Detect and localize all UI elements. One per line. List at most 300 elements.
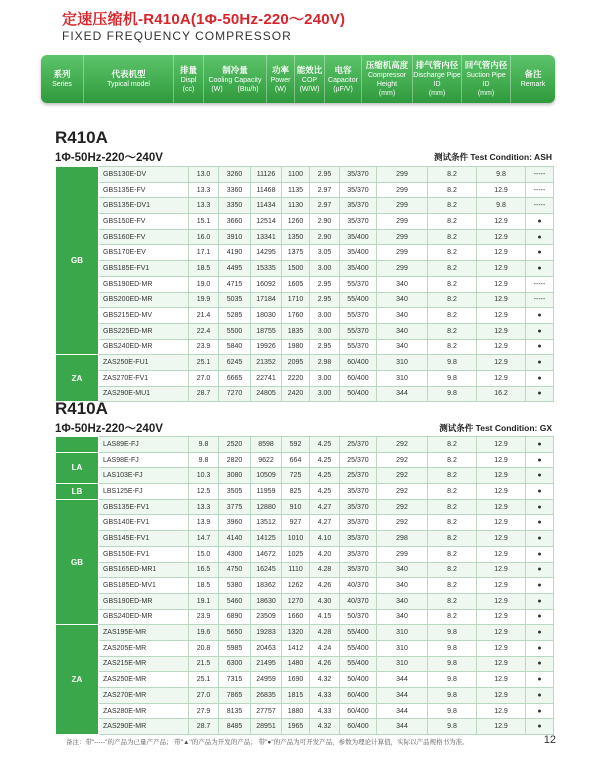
cell-height: 299 <box>377 198 428 214</box>
cell-model: GBS185E-FV1 <box>99 261 189 277</box>
table-row <box>56 323 554 339</box>
section-2-table <box>55 436 554 735</box>
cell-cooling-w: 5985 <box>219 640 251 656</box>
section-2-condition: 测试条件 Test Condition: GX <box>439 423 552 433</box>
cell-cop: 4.30 <box>310 593 340 609</box>
cell-height: 299 <box>377 182 428 198</box>
cell-power: 927 <box>282 515 310 531</box>
cell-cooling-btu: 28951 <box>251 719 282 735</box>
cell-height: 340 <box>377 276 428 292</box>
series-label: LA <box>56 452 99 483</box>
cell-remark: ● <box>526 499 554 515</box>
cell-height: 344 <box>377 688 428 704</box>
col-cooling-unit-w: (W) <box>211 85 223 93</box>
cell-power: 1835 <box>282 323 310 339</box>
cell-cooling-w: 3660 <box>219 214 251 230</box>
cell-capacitor: 60/400 <box>340 703 377 719</box>
cell-height: 344 <box>377 672 428 688</box>
col-suction-cn: 回气管内径 <box>464 60 508 70</box>
cell-cooling-w: 5500 <box>219 323 251 339</box>
cell-height: 310 <box>377 656 428 672</box>
cell-cooling-w: 8135 <box>219 703 251 719</box>
cell-model: GBS240ED-MR <box>99 339 189 355</box>
cell-power: 1135 <box>282 182 310 198</box>
cell-cooling-w: 3960 <box>219 515 251 531</box>
col-displ-unit: (cc) <box>182 85 195 93</box>
cell-height: 299 <box>377 229 428 245</box>
cell-remark: ● <box>526 386 554 402</box>
cell-height: 298 <box>377 531 428 547</box>
cell-cooling-w: 6245 <box>219 355 251 371</box>
cell-remark: ----- <box>526 276 554 292</box>
col-remark-cn: 备注 <box>524 69 542 79</box>
cell-displ: 12.5 <box>189 484 219 500</box>
cell-capacitor: 50/400 <box>340 386 377 402</box>
cell-discharge-id: 9.8 <box>428 625 477 641</box>
cell-remark: ● <box>526 323 554 339</box>
series-label: GB <box>56 167 99 355</box>
cell-model: GBS190ED-MR <box>99 593 189 609</box>
cell-suction-id: 12.9 <box>477 578 526 594</box>
table-row <box>56 640 554 656</box>
col-capacitor-en: Capacitor <box>328 76 358 84</box>
cell-cooling-w: 4750 <box>219 562 251 578</box>
cell-displ: 9.8 <box>189 437 219 453</box>
cell-model: GBS225ED-MR <box>99 323 189 339</box>
cell-cop: 4.33 <box>310 703 340 719</box>
cell-model: ZAS270E-FV1 <box>99 370 189 386</box>
cell-remark: ● <box>526 355 554 371</box>
cell-model: GBS145E-FV1 <box>99 531 189 547</box>
cell-remark: ● <box>526 609 554 625</box>
table-row <box>56 562 554 578</box>
cell-remark: ● <box>526 484 554 500</box>
cell-cooling-w: 3775 <box>219 499 251 515</box>
series-label <box>56 437 99 453</box>
cell-cop: 4.27 <box>310 499 340 515</box>
table-row <box>56 229 554 245</box>
cell-suction-id: 12.9 <box>477 245 526 261</box>
cell-cop: 4.27 <box>310 515 340 531</box>
cell-power: 1100 <box>282 167 310 183</box>
cell-cooling-btu: 21352 <box>251 355 282 371</box>
cell-power: 1262 <box>282 578 310 594</box>
cell-discharge-id: 9.8 <box>428 719 477 735</box>
cell-height: 299 <box>377 245 428 261</box>
cell-discharge-id: 8.2 <box>428 437 477 453</box>
cell-suction-id: 12.9 <box>477 531 526 547</box>
cell-discharge-id: 8.2 <box>428 323 477 339</box>
cell-discharge-id: 8.2 <box>428 515 477 531</box>
section-1-subtitle: 1Φ-50Hz-220～240V <box>55 152 163 164</box>
cell-cooling-w: 6890 <box>219 609 251 625</box>
cell-capacitor: 55/370 <box>340 323 377 339</box>
cell-cop: 4.24 <box>310 640 340 656</box>
cell-height: 292 <box>377 437 428 453</box>
cell-displ: 25.1 <box>189 355 219 371</box>
cell-capacitor: 55/370 <box>340 276 377 292</box>
cell-cop: 4.15 <box>310 609 340 625</box>
cell-cooling-btu: 8598 <box>251 437 282 453</box>
cell-suction-id: 12.9 <box>477 292 526 308</box>
table-row <box>56 339 554 355</box>
cell-discharge-id: 9.8 <box>428 656 477 672</box>
cell-cooling-btu: 26835 <box>251 688 282 704</box>
cell-height: 340 <box>377 593 428 609</box>
cell-cop: 2.95 <box>310 167 340 183</box>
cell-capacitor: 35/400 <box>340 261 377 277</box>
col-discharge-unit: (mm) <box>428 90 446 97</box>
cell-cooling-btu: 19283 <box>251 625 282 641</box>
cell-remark: ● <box>526 719 554 735</box>
cell-displ: 15.0 <box>189 546 219 562</box>
cell-cop: 2.95 <box>310 292 340 308</box>
series-label: ZA <box>56 625 99 735</box>
cell-suction-id: 9.8 <box>477 167 526 183</box>
cell-power: 1375 <box>282 245 310 261</box>
cell-height: 340 <box>377 308 428 324</box>
table-row <box>56 703 554 719</box>
cell-discharge-id: 9.8 <box>428 370 477 386</box>
series-label: GB <box>56 499 99 625</box>
cell-displ: 13.3 <box>189 198 219 214</box>
cell-remark: ● <box>526 229 554 245</box>
cell-cop: 4.25 <box>310 484 340 500</box>
cell-remark: ● <box>526 625 554 641</box>
cell-cooling-w: 7865 <box>219 688 251 704</box>
cell-height: 310 <box>377 370 428 386</box>
cell-discharge-id: 9.8 <box>428 386 477 402</box>
cell-model: GBS160E-FV <box>99 229 189 245</box>
cell-displ: 13.3 <box>189 182 219 198</box>
table-row <box>56 167 554 183</box>
col-capacitor-unit: (µF/V) <box>333 85 353 93</box>
col-cooling-cn: 制冷量 <box>222 64 248 75</box>
cell-discharge-id: 8.2 <box>428 531 477 547</box>
cell-model: GBS200ED-MR <box>99 292 189 308</box>
cell-cop: 2.95 <box>310 339 340 355</box>
col-series-en: Series <box>52 81 72 88</box>
cell-displ: 27.9 <box>189 703 219 719</box>
cell-capacitor: 25/370 <box>340 437 377 453</box>
cell-model: GBS150E-FV <box>99 214 189 230</box>
cell-cooling-w: 5460 <box>219 593 251 609</box>
cell-discharge-id: 8.2 <box>428 499 477 515</box>
page-title-cn: 定速压缩机-R410A(1Φ-50Hz-220～240V) <box>62 11 346 28</box>
cell-cooling-w: 5035 <box>219 292 251 308</box>
table-row <box>56 546 554 562</box>
cell-cooling-w: 2820 <box>219 452 251 468</box>
col-model-cn: 代表机型 <box>111 69 146 79</box>
cell-suction-id: 12.9 <box>477 452 526 468</box>
cell-cooling-btu: 11959 <box>251 484 282 500</box>
cell-cop: 4.25 <box>310 437 340 453</box>
cell-cooling-btu: 24959 <box>251 672 282 688</box>
cell-suction-id: 12.9 <box>477 593 526 609</box>
col-displ-en: Displ <box>180 76 197 84</box>
cell-capacitor: 35/370 <box>340 484 377 500</box>
cell-displ: 21.4 <box>189 308 219 324</box>
cell-cooling-btu: 11468 <box>251 182 282 198</box>
cell-height: 292 <box>377 515 428 531</box>
cell-cop: 4.26 <box>310 656 340 672</box>
cell-height: 340 <box>377 292 428 308</box>
page-title-en: FIXED FREQUENCY COMPRESSOR <box>62 29 292 43</box>
cell-cooling-btu: 11434 <box>251 198 282 214</box>
cell-cooling-btu: 17184 <box>251 292 282 308</box>
cell-discharge-id: 9.8 <box>428 672 477 688</box>
cell-capacitor: 25/370 <box>340 468 377 484</box>
col-discharge <box>413 55 462 103</box>
cell-cooling-w: 2520 <box>219 437 251 453</box>
cell-capacitor: 35/400 <box>340 245 377 261</box>
cell-remark: ● <box>526 578 554 594</box>
cell-power: 725 <box>282 468 310 484</box>
cell-height: 340 <box>377 323 428 339</box>
cell-capacitor: 60/400 <box>340 688 377 704</box>
cell-power: 1760 <box>282 308 310 324</box>
cell-suction-id: 12.9 <box>477 370 526 386</box>
cell-power: 1965 <box>282 719 310 735</box>
cell-remark: ● <box>526 308 554 324</box>
cell-model: ZAS290E-MR <box>99 719 189 735</box>
col-model <box>84 55 174 103</box>
cell-displ: 13.9 <box>189 515 219 531</box>
cell-cooling-btu: 23509 <box>251 609 282 625</box>
cell-model: GBS135E-FV1 <box>99 499 189 515</box>
col-cop-en: COP <box>301 76 318 84</box>
cell-cooling-w: 6300 <box>219 656 251 672</box>
table-row <box>56 625 554 641</box>
table-row <box>56 609 554 625</box>
cell-cooling-btu: 12514 <box>251 214 282 230</box>
cell-suction-id: 12.9 <box>477 484 526 500</box>
col-power-en: Power <box>270 76 291 84</box>
section-1-title: R410A <box>55 128 108 147</box>
col-cop-cn: 能效比 <box>296 64 323 75</box>
col-cooling <box>204 55 267 103</box>
cell-cooling-btu: 27757 <box>251 703 282 719</box>
cell-suction-id: 12.9 <box>477 229 526 245</box>
cell-displ: 23.9 <box>189 339 219 355</box>
cell-cop: 4.32 <box>310 672 340 688</box>
cell-height: 344 <box>377 719 428 735</box>
cell-model: GBS140E-FV1 <box>99 515 189 531</box>
cell-displ: 19.9 <box>189 292 219 308</box>
col-cooling-en: Cooling Capacity <box>208 76 262 84</box>
col-displ <box>174 55 204 103</box>
cell-capacitor: 60/400 <box>340 370 377 386</box>
cell-discharge-id: 8.2 <box>428 214 477 230</box>
col-discharge-cn: 排气管内径 <box>415 60 459 70</box>
cell-model: LAS103E-FJ <box>99 468 189 484</box>
cell-height: 299 <box>377 214 428 230</box>
cell-cooling-btu: 13341 <box>251 229 282 245</box>
cell-suction-id: 12.9 <box>477 703 526 719</box>
cell-cop: 4.26 <box>310 578 340 594</box>
cell-remark: ----- <box>526 198 554 214</box>
cell-power: 664 <box>282 452 310 468</box>
cell-suction-id: 12.9 <box>477 437 526 453</box>
cell-suction-id: 12.9 <box>477 640 526 656</box>
cell-cop: 4.25 <box>310 468 340 484</box>
cell-cop: 4.32 <box>310 719 340 735</box>
section-1-table <box>55 166 554 402</box>
cell-power: 592 <box>282 437 310 453</box>
cell-discharge-id: 8.2 <box>428 308 477 324</box>
cell-cooling-w: 4190 <box>219 245 251 261</box>
cell-cop: 2.98 <box>310 355 340 371</box>
cell-power: 1660 <box>282 609 310 625</box>
cell-power: 1025 <box>282 546 310 562</box>
cell-displ: 10.3 <box>189 468 219 484</box>
cell-suction-id: 12.9 <box>477 562 526 578</box>
cell-remark: ● <box>526 261 554 277</box>
col-power-unit: (W) <box>274 85 287 93</box>
cell-capacitor: 55/370 <box>340 339 377 355</box>
cell-model: ZAS290E-MU1 <box>99 386 189 402</box>
table-row <box>56 214 554 230</box>
cell-power: 2420 <box>282 386 310 402</box>
cell-remark: ----- <box>526 182 554 198</box>
cell-height: 292 <box>377 452 428 468</box>
cell-discharge-id: 8.2 <box>428 198 477 214</box>
cell-cooling-btu: 21495 <box>251 656 282 672</box>
cell-cooling-btu: 18755 <box>251 323 282 339</box>
cell-model: ZAS205E-MR <box>99 640 189 656</box>
cell-remark: ● <box>526 515 554 531</box>
cell-height: 292 <box>377 484 428 500</box>
section-2-title: R410A <box>55 399 108 418</box>
cell-model: GBS240ED-MR <box>99 609 189 625</box>
cell-capacitor: 25/370 <box>340 452 377 468</box>
cell-capacitor: 55/400 <box>340 292 377 308</box>
col-height <box>362 55 413 103</box>
cell-remark: ● <box>526 640 554 656</box>
cell-discharge-id: 8.2 <box>428 484 477 500</box>
col-cop-unit: (W/W) <box>299 85 320 93</box>
cell-discharge-id: 8.2 <box>428 339 477 355</box>
cell-cooling-btu: 11126 <box>251 167 282 183</box>
cell-suction-id: 12.9 <box>477 261 526 277</box>
cell-model: GBS215ED-MV <box>99 308 189 324</box>
table-row <box>56 308 554 324</box>
cell-cooling-w: 3260 <box>219 167 251 183</box>
cell-height: 340 <box>377 562 428 578</box>
cell-remark: ----- <box>526 292 554 308</box>
cell-power: 910 <box>282 499 310 515</box>
cell-cooling-w: 4715 <box>219 276 251 292</box>
cell-cop: 4.10 <box>310 531 340 547</box>
cell-suction-id: 12.9 <box>477 214 526 230</box>
cell-cop: 3.05 <box>310 245 340 261</box>
cell-cooling-btu: 15335 <box>251 261 282 277</box>
cell-cooling-w: 4495 <box>219 261 251 277</box>
cell-suction-id: 12.9 <box>477 656 526 672</box>
col-capacitor <box>325 55 362 103</box>
cell-cooling-btu: 18630 <box>251 593 282 609</box>
cell-model: LAS98E-FJ <box>99 452 189 468</box>
cell-power: 2095 <box>282 355 310 371</box>
cell-suction-id: 12.9 <box>477 625 526 641</box>
cell-model: GBS165ED-MR1 <box>99 562 189 578</box>
cell-discharge-id: 8.2 <box>428 578 477 594</box>
cell-cooling-w: 8485 <box>219 719 251 735</box>
cell-cooling-btu: 13512 <box>251 515 282 531</box>
cell-cooling-w: 3360 <box>219 182 251 198</box>
cell-cooling-w: 7315 <box>219 672 251 688</box>
cell-discharge-id: 8.2 <box>428 276 477 292</box>
table-row <box>56 688 554 704</box>
cell-power: 1605 <box>282 276 310 292</box>
cell-model: GBS135E-DV1 <box>99 198 189 214</box>
cell-model: GBS185ED-MV1 <box>99 578 189 594</box>
cell-model: LAS89E-FJ <box>99 437 189 453</box>
cell-capacitor: 50/400 <box>340 672 377 688</box>
cell-suction-id: 12.9 <box>477 609 526 625</box>
cell-suction-id: 12.9 <box>477 323 526 339</box>
cell-capacitor: 35/370 <box>340 499 377 515</box>
col-suction-unit: (mm) <box>477 90 495 97</box>
cell-cop: 4.33 <box>310 688 340 704</box>
table-row <box>56 499 554 515</box>
cell-capacitor: 55/370 <box>340 308 377 324</box>
cell-remark: ----- <box>526 167 554 183</box>
table-row <box>56 182 554 198</box>
cell-displ: 28.7 <box>189 719 219 735</box>
cell-remark: ● <box>526 562 554 578</box>
cell-remark: ● <box>526 452 554 468</box>
cell-capacitor: 35/370 <box>340 546 377 562</box>
cell-displ: 18.5 <box>189 261 219 277</box>
cell-displ: 23.9 <box>189 609 219 625</box>
cell-suction-id: 12.9 <box>477 339 526 355</box>
footnote: 备注：带"-----"的产品为已量产产品； 带"▲"的产品为开发的产品； 带"●"的产品为可开发产品，参数为理论计算值，实际以产品规格书为准。 <box>66 739 469 746</box>
cell-capacitor: 55/400 <box>340 625 377 641</box>
cell-discharge-id: 8.2 <box>428 245 477 261</box>
cell-height: 292 <box>377 499 428 515</box>
section-2-subtitle: 1Φ-50Hz-220～240V <box>55 423 163 435</box>
cell-displ: 25.1 <box>189 672 219 688</box>
cell-cooling-btu: 18030 <box>251 308 282 324</box>
cell-suction-id: 12.9 <box>477 515 526 531</box>
cell-power: 1110 <box>282 562 310 578</box>
cell-capacitor: 35/400 <box>340 229 377 245</box>
cell-capacitor: 40/370 <box>340 578 377 594</box>
cell-discharge-id: 8.2 <box>428 452 477 468</box>
cell-displ: 15.1 <box>189 214 219 230</box>
cell-displ: 18.5 <box>189 578 219 594</box>
col-cooling-unit-btu: (Btu/h) <box>237 85 259 93</box>
cell-model: GBS130E-DV <box>99 167 189 183</box>
cell-power: 1980 <box>282 339 310 355</box>
cell-suction-id: 12.9 <box>477 499 526 515</box>
cell-height: 344 <box>377 703 428 719</box>
cell-cooling-btu: 14125 <box>251 531 282 547</box>
table-row <box>56 484 554 500</box>
column-header-banner <box>41 55 555 103</box>
cell-cooling-w: 3910 <box>219 229 251 245</box>
cell-cooling-w: 3505 <box>219 484 251 500</box>
cell-suction-id: 12.9 <box>477 308 526 324</box>
table-row <box>56 198 554 214</box>
cell-cooling-w: 5650 <box>219 625 251 641</box>
cell-cop: 4.28 <box>310 562 340 578</box>
cell-discharge-id: 8.2 <box>428 167 477 183</box>
cell-cop: 3.00 <box>310 323 340 339</box>
cell-cooling-btu: 12880 <box>251 499 282 515</box>
cell-model: GBS190ED-MR <box>99 276 189 292</box>
